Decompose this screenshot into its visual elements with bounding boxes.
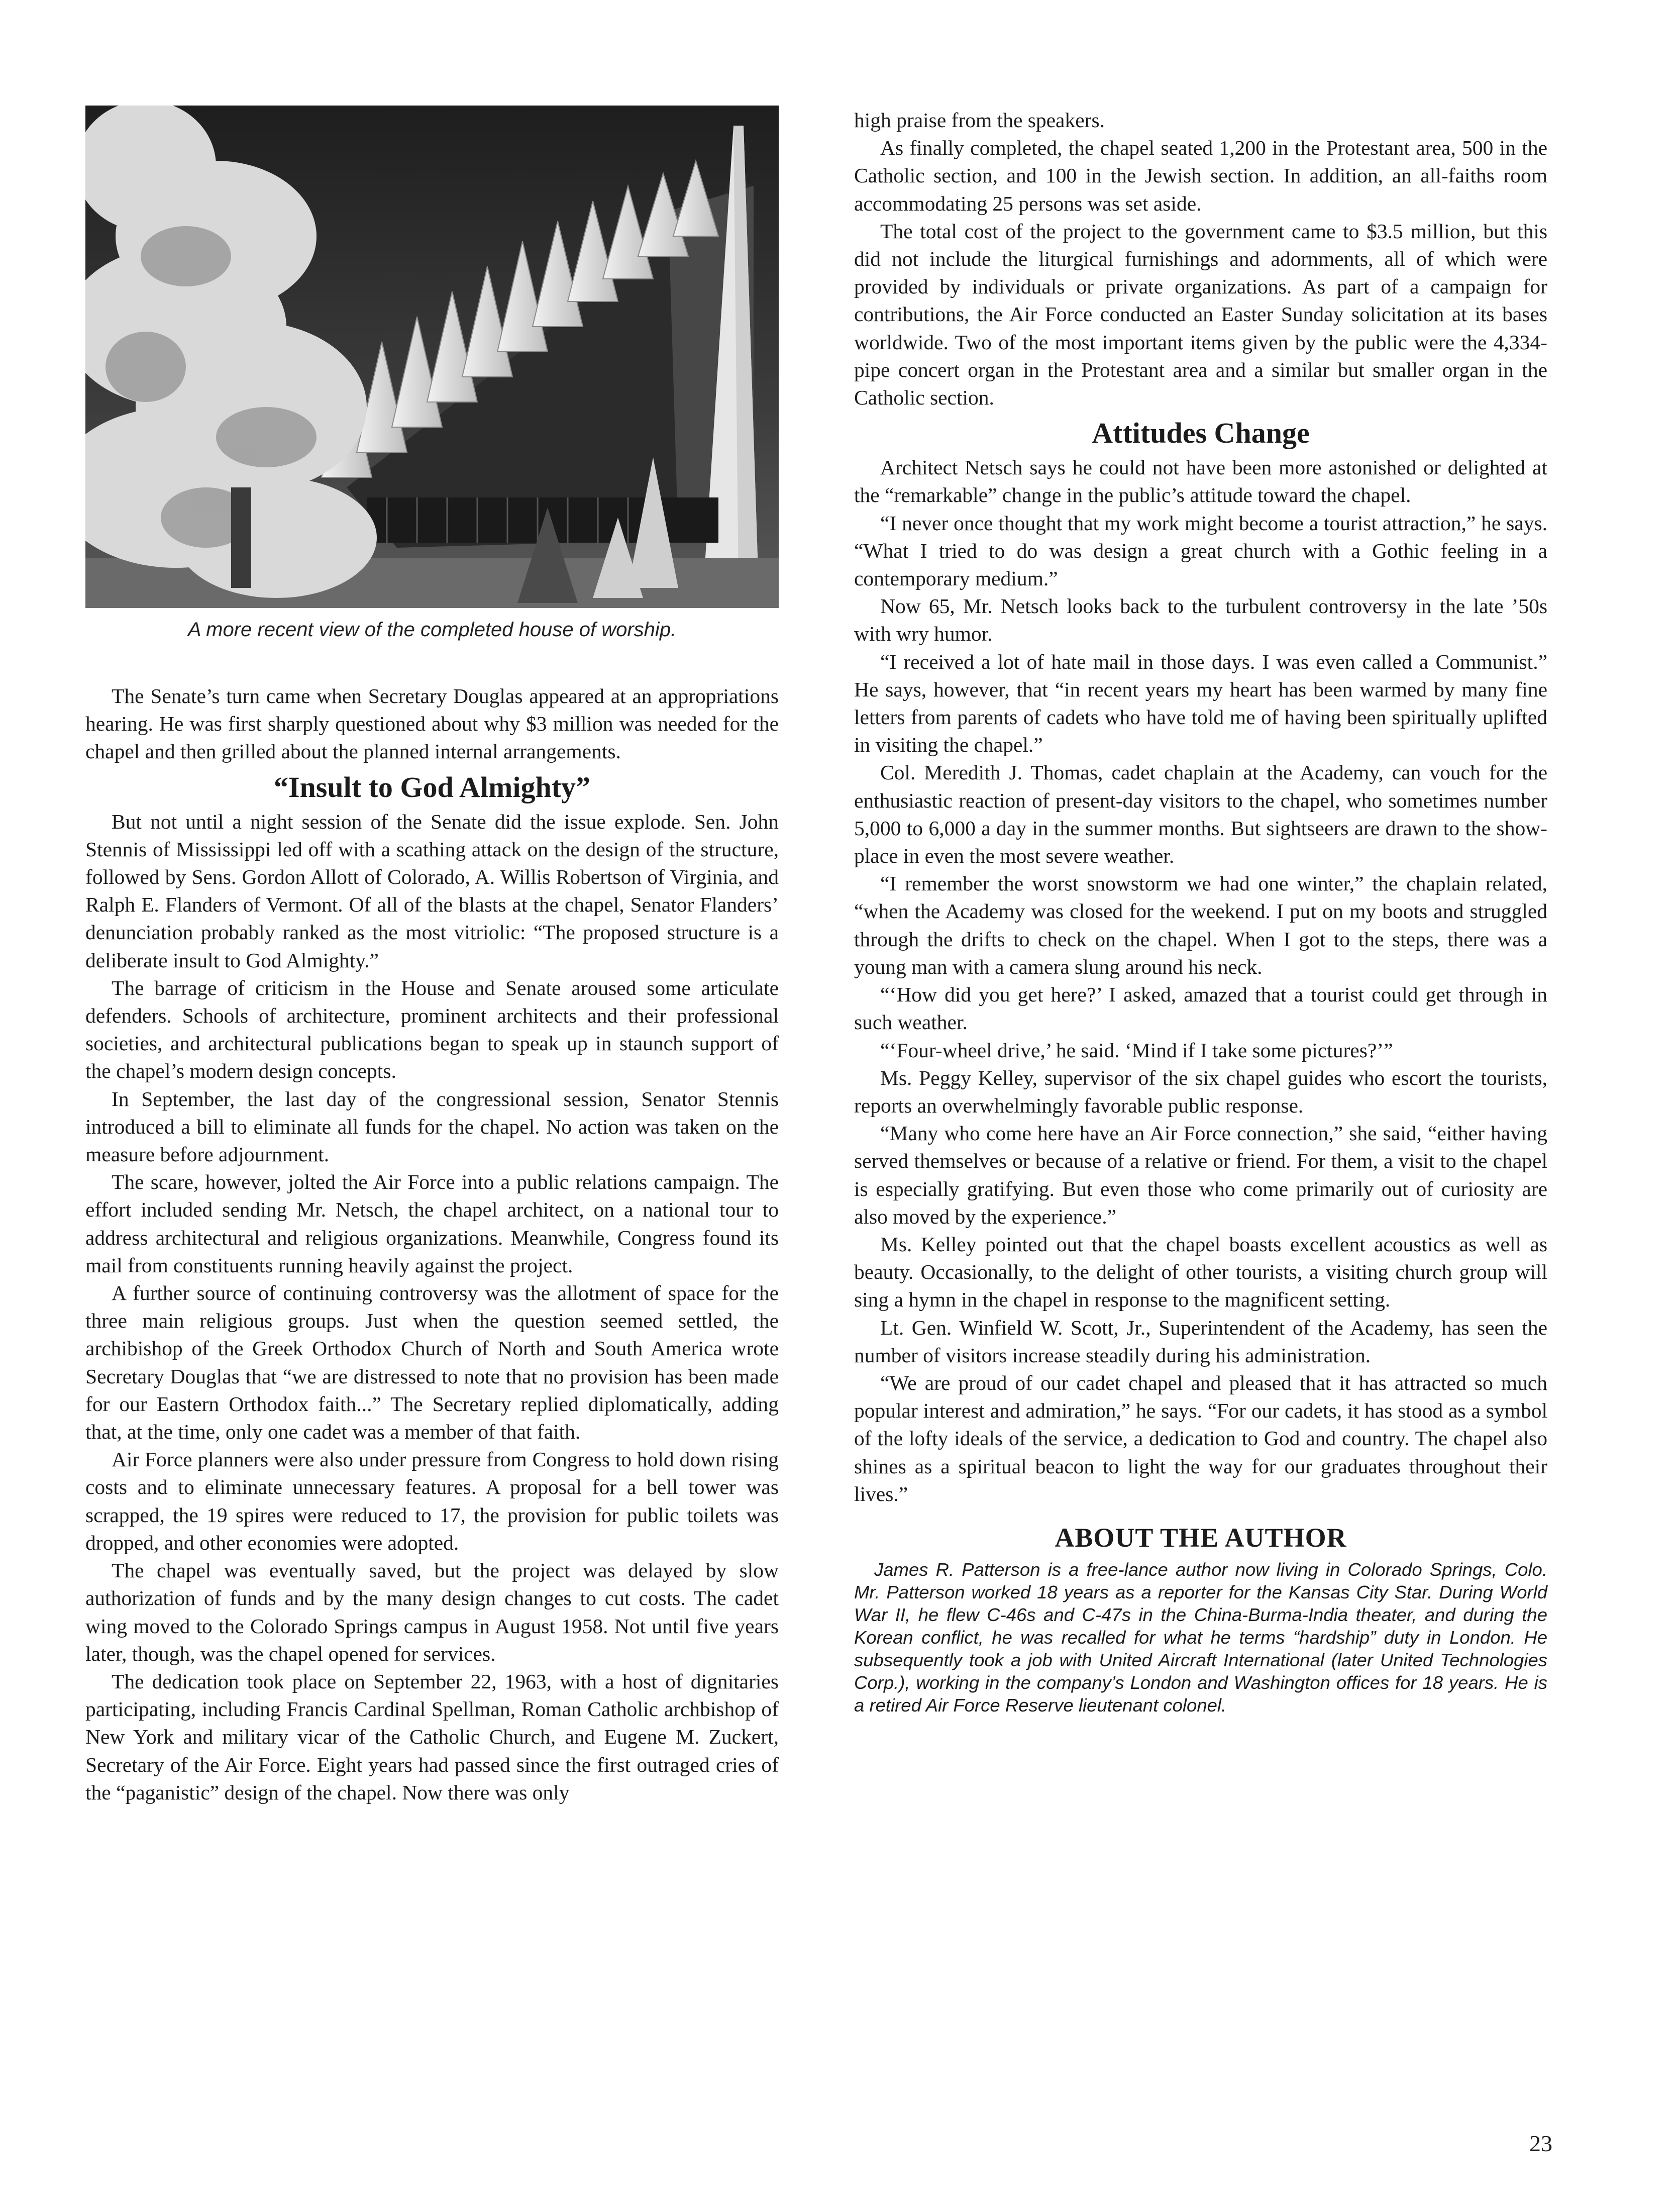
right-column bbox=[854, 107, 1547, 1717]
right-paragraph: “I remember the worst snowstorm we had one winter,” the chaplain related, “when the Academy was closed for the weekend. I put on my boots and struggled through the drifts to check on the chapel. When I got to the steps, there was a young man with a camera slung around his neck. bbox=[854, 872, 1547, 978]
left-paragraph: But not until a night session of the Senate did the issue explode. Sen. John Stennis of Mississippi led off with a scathing attack on the design of the structure, followed by Sens. Gordon Allott of Colorado, A. Willis Robertson of Virginia, and Ralph E. Flanders of Vermont. Of all of the blasts at the chapel, Senator Flanders’ denunciation probably ranked as the most vitriolic: “The proposed structure is a deliberate insult to God Almighty.” bbox=[85, 810, 779, 972]
left-column bbox=[85, 106, 779, 1806]
right-paragraph: As finally completed, the chapel seated 1,200 in the Protestant area, 500 in the Catholic section, and 100 in the Jewish section. In addition, an all-faiths room accommodating 25 persons was set aside. bbox=[854, 136, 1547, 215]
right-paragraph: Col. Meredith J. Thomas, cadet chaplain at the Academy, can vouch for the enthusiastic reaction of present-day visitors to the chapel, who sometimes number 5,000 to 6,000 a day in the summer months. But sightseers are drawn to the show-place in even the most severe weather. bbox=[854, 761, 1547, 868]
left-paragraph: Air Force planners were also under pressure from Congress to hold down rising costs and to eliminate unnecessary features. A proposal for a bell tower was scrapped, the 19 spires were reduced to 17, the provision for public toilets was dropped, and other economies were adopted. bbox=[85, 1448, 779, 1554]
right-paragraph: “I received a lot of hate mail in those days. I was even called a Communist.” He says, however, that “in recent years my heart has been warmed by many fine letters from parents of cadets who have told me of having been spiritually uplifted in visiting the chapel.” bbox=[854, 650, 1547, 757]
photo-caption: A more recent view of the completed house of worship. bbox=[187, 619, 677, 641]
left-paragraph: The scare, however, jolted the Air Force into a public relations campaign. The effort included sending Mr. Netsch, the chapel architect, on a national tour to address architectural and religious organizations. Meanwhile, Congress found its mail from constituents running heavily against the project. bbox=[85, 1170, 779, 1277]
left-paragraph: In September, the last day of the congressional session, Senator Stennis introduced a bill to eliminate all funds for the chapel. No action was taken on the measure before adjournment. bbox=[85, 1087, 779, 1166]
section-heading-insult: “Insult to God Almighty” bbox=[273, 770, 591, 803]
about-author-heading: ABOUT THE AUTHOR bbox=[1055, 1522, 1347, 1553]
right-paragraph: Now 65, Mr. Netsch looks back to the turbulent controversy in the late ’50s with wry humor. bbox=[854, 594, 1547, 646]
section-heading-attitudes: Attitudes Change bbox=[1092, 417, 1310, 450]
left-paragraph: The chapel was eventually saved, but the project was delayed by slow authorization of funds and by the many design changes to cut costs. The cadet wing moved to the Colorado Springs campus in August 1958. Not until five years later, though, was the chapel opened for services. bbox=[85, 1559, 779, 1665]
right-paragraph: Ms. Peggy Kelley, supervisor of the six chapel guides who escort the tourists, reports an overwhelmingly favorable public response. bbox=[854, 1066, 1547, 1117]
right-paragraph: high praise from the speakers. bbox=[854, 109, 1105, 132]
page-number: 23 bbox=[1529, 2131, 1552, 2156]
right-paragraph: “‘How did you get here?’ I asked, amazed that a tourist could get through in such weather. bbox=[854, 983, 1547, 1034]
right-paragraph: “‘Four-wheel drive,’ he said. ‘Mind if I take some pictures?’” bbox=[880, 1038, 1393, 1062]
right-paragraph: The total cost of the project to the government came to $3.5 million, but this did not include the liturgical furnishings and adornments, all of which were provided by individuals or private organizations. As part of a campaign for contributions, the Air Force conducted an Easter Sunday solicitation at its bases worldwide. Two of the most important items given by the public were the 4,334-pipe concert organ in the Protestant area and a similar but smaller organ in the Catholic section. bbox=[854, 219, 1547, 410]
right-paragraph: “Many who come here have an Air Force connection,” she said, “either having served themselves or because of a relative or friend. For them, a visit to the chapel is especially gratifying. But even those who come primarily out of curiosity are also moved by the experience.” bbox=[854, 1122, 1547, 1228]
right-paragraph: “We are proud of our cadet chapel and pleased that it has attracted so much popular interest and admiration,” he says. “For our cadets, it has stood as a symbol of the lofty ideals of the service, a dedication to God and country. The chapel also shines as a spiritual beacon to light the way for our graduates throughout their lives.” bbox=[854, 1371, 1547, 1505]
chapel-photo-image bbox=[85, 106, 779, 608]
right-paragraph: Lt. Gen. Winfield W. Scott, Jr., Superintendent of the Academy, has seen the number of visitors increase steadily during his administration. bbox=[854, 1316, 1547, 1367]
right-paragraph: Architect Netsch says he could not have been more astonished or delighted at the “remarkable” change in the public’s attitude toward the chapel. bbox=[854, 456, 1547, 507]
left-paragraph: A further source of continuing controversy was the allotment of space for the three main religious groups. Just when the question seemed settled, the archibishop of the Greek Orthodox Church of North and South America wrote Secretary Douglas that “we are distressed to note that no provision has been made for our Eastern Orthodox faith...” The Secretary replied diplomatically, adding that, at the time, only one cadet was a member of that faith. bbox=[85, 1281, 779, 1444]
right-paragraph: Ms. Kelley pointed out that the chapel boasts excellent acoustics as well as beauty. Occasionally, to the delight of other tourists, a visiting church group will sing a hymn in the chapel in response to the magnificent setting. bbox=[854, 1232, 1547, 1312]
left-paragraph: The dedication took place on September 22, 1963, with a host of dignitaries participating, including Francis Cardinal Spellman, Roman Catholic archbishop of New York and military vicar of the Catholic Church, and Eugene M. Zuckert, Secretary of the Air Force. Eight years had passed since the first outraged cries of the “paganistic” design of the chapel. Now there was only bbox=[85, 1669, 779, 1804]
left-paragraph: The barrage of criticism in the House and Senate aroused some articulate defenders. Schools of architecture, prominent architects and their professional societies, and architectural publications began to speak up in staunch support of the chapel’s modern design concepts. bbox=[85, 976, 779, 1083]
left-paragraph: The Senate’s turn came when Secretary Douglas appeared at an appropriations hearing. He was first sharply questioned about why $3 million was needed for the chapel and then grilled about the planned internal arrangements. bbox=[85, 684, 779, 763]
right-paragraph: “I never once thought that my work might become a tourist attraction,” he says. “What I tried to do was design a great church with a Gothic feeling in a contemporary medium.” bbox=[854, 511, 1547, 590]
author-bio: James R. Patterson is a free-lance author now living in Colorado Springs, Colo. Mr. Patterson worked 18 years as a reporter for the Kansas City Star. During World War II, he flew C-46s and C-47s in the China-Burma-India theater, and during the Korean conflict, he was recalled for what he terms “hardship” duty in London. He subsequently took a job with United Aircraft International (later United Technologies Corp.), working in the company’s London and Washington offices for 18 years. He is a retired Air Force Reserve lieutenant colonel. bbox=[854, 1559, 1547, 1716]
chapel-photo bbox=[85, 106, 779, 608]
